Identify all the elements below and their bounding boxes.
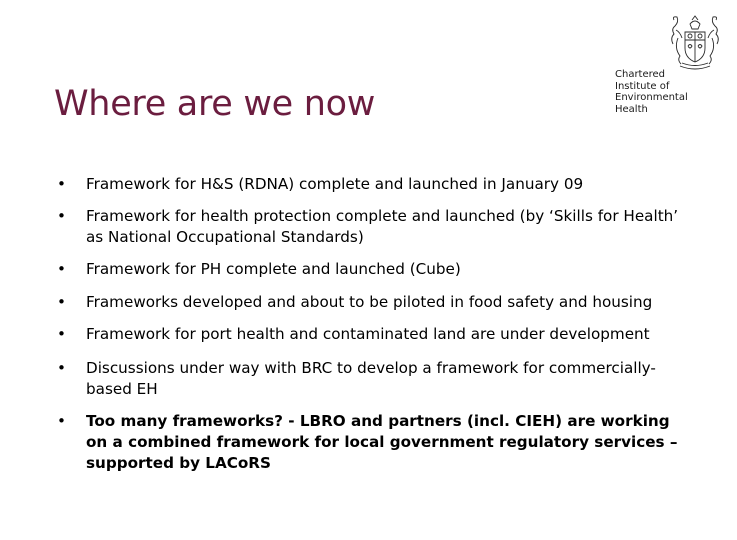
bullet-icon: • xyxy=(57,260,66,278)
logo-line: Health xyxy=(615,103,648,115)
slide-title: Where are we now xyxy=(54,84,376,124)
bullet-icon: • xyxy=(57,325,66,343)
logo-line: Institute of xyxy=(615,80,670,92)
bullet-icon: • xyxy=(57,359,66,377)
bullet-text: Too many frameworks? - LBRO and partners (incl. CIEH) are working on a combined framework for local government regulatory services – supported by LACoRS xyxy=(86,412,678,472)
bullet-icon: • xyxy=(57,412,66,430)
bullet-icon: • xyxy=(57,293,66,311)
logo-line: Chartered xyxy=(615,69,666,80)
bullet-text: Framework for PH complete and launched (Cube) xyxy=(86,260,461,278)
bullet-text: Framework for H&S (RDNA) complete and launched in January 09 xyxy=(86,175,584,193)
bullet-text: Discussions under way with BRC to develop a framework for commercially-based EH xyxy=(86,359,656,398)
bullet-text: Framework for port health and contaminated land are under development xyxy=(86,325,650,343)
logo-line: Environmental xyxy=(615,92,688,103)
bullet-text: Frameworks developed and about to be piloted in food safety and housing xyxy=(86,293,653,311)
bullet-icon: • xyxy=(57,207,66,225)
bullet-icon: • xyxy=(57,175,66,193)
bullet-text: Framework for health protection complete and launched (by ‘Skills for Health’ as National Occupational Standards) xyxy=(86,207,679,246)
